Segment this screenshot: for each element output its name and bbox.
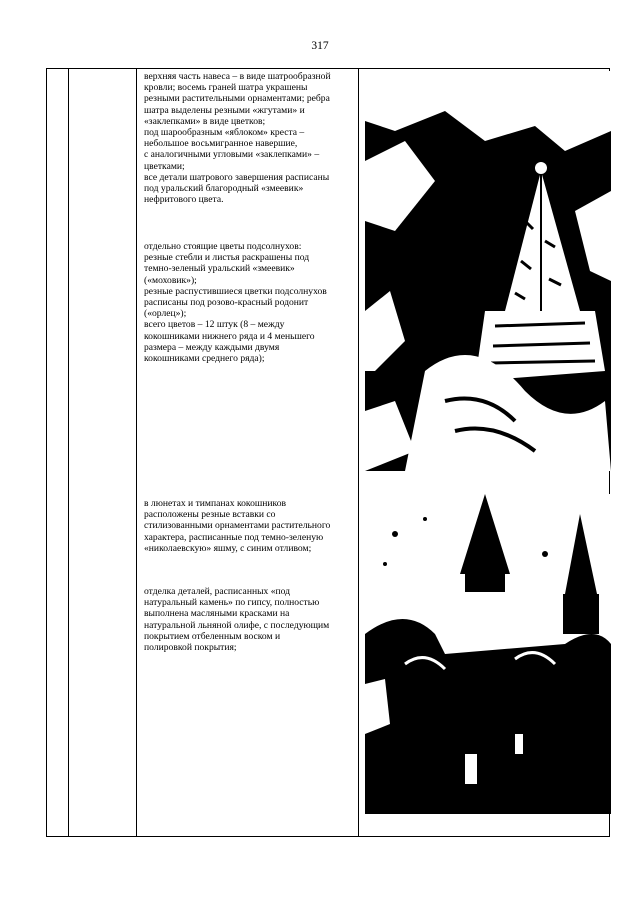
column-divider	[68, 69, 69, 836]
description-text: верхняя часть навеса – в виде шатрообразной кровли; восемь граней шатра украшены резными растительными орнаментами; ребра шатра выделены резными «жгутами» и «заклепками» в виде цветков; под шарообразным «яблоком» креста – небольшое восьмигранное навершие, с аналогичными угловыми «заклепками» – цветками; все детали шатрового завершения расписаны под уральский благородный «змеевик» нефритового цвета.	[144, 71, 331, 206]
description-text: отдельно стоящие цветы подсолнухов: резные стебли и листья раскрашены под темно-зеленый уральский «змеевик» («моховик»); резные распустившиеся цветки подсолнухов расписаны под розово-красный родонит («орлец»); всего цветов – 12 штук (8 – между кокошниками нижнего ряда и 4 меньшего размера – между каждыми двумя кокошниками среднего ряда);	[144, 241, 327, 365]
document-table	[46, 68, 610, 837]
photo-kokoshnik-tower	[365, 494, 611, 814]
description-text: в люнетах и тимпанах кокошников расположены резные вставки со стилизованными орнаментами растительного характера, расписанные под темно-зеленую «николаевскую» яшму, с синим отливом;	[144, 498, 331, 554]
column-divider	[358, 69, 359, 836]
page-number: 317	[311, 40, 329, 52]
photo-tent-roof	[365, 71, 611, 471]
description-text: отделка деталей, расписанных «под натуральный камень» по гипсу, полностью выполнена масляными красками на натуральной льняной олифе, с последующим покрытием отбеленным воском и полировкой покрытия;	[144, 586, 330, 654]
column-divider	[136, 69, 137, 836]
